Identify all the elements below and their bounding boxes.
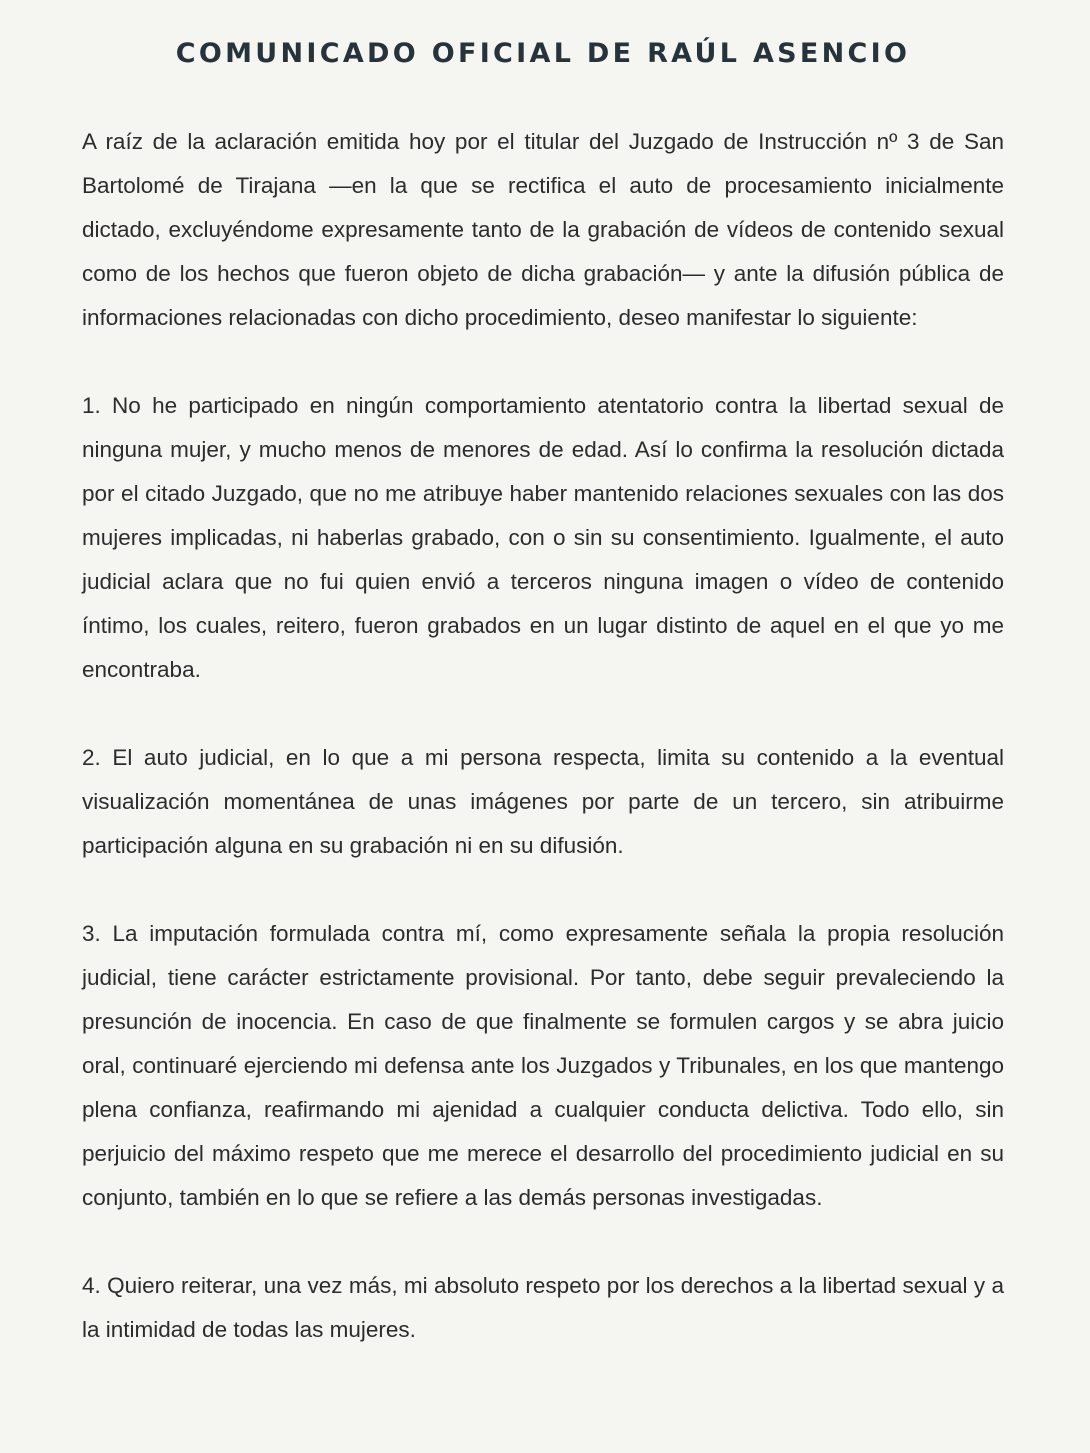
point-2-paragraph: 2. El auto judicial, en lo que a mi persona respecta, limita su contenido a la eventual visualización momentánea de unas imágenes por parte de un tercero, sin atribuirme participación alguna en su grabación ni en su difusión. [82,745,1004,858]
point-4-paragraph: 4. Quiero reiterar, una vez más, mi absoluto respeto por los derechos a la libertad sexual y a la intimidad de todas las mujeres. [82,1273,1004,1342]
point-1-paragraph: 1. No he participado en ningún comportamiento atentatorio contra la libertad sexual de ninguna mujer, y mucho menos de menores de edad. Así lo confirma la resolución dictada por el citado Juzgado, que no me atribuye haber mantenido relaciones sexuales con las dos mujeres implicadas, ni haberlas grabado, con o sin su consentimiento. Igualmente, el auto judicial aclara que no fui quien envió a terceros ninguna imagen o vídeo de contenido íntimo, los cuales, reitero, fueron grabados en un lugar distinto de aquel en el que yo me encontraba. [82,393,1004,682]
point-3-paragraph: 3. La imputación formulada contra mí, como expresamente señala la propia resolución judicial, tiene carácter estrictamente provisional. Por tanto, debe seguir prevaleciendo la presunción de inocencia. En caso de que finalmente se formulen cargos y se abra juicio oral, continuaré ejerciendo mi defensa ante los Juzgados y Tribunales, en los que mantengo plena confianza, reafirmando mi ajenidad a cualquier conducta delictiva. Todo ello, sin perjuicio del máximo respeto que me merece el desarrollo del procedimiento judicial en su conjunto, también en lo que se refiere a las demás personas investigadas. [82,921,1004,1210]
intro-paragraph: A raíz de la aclaración emitida hoy por el titular del Juzgado de Instrucción nº 3 de San Bartolomé de Tirajana —en la que se rectifica el auto de procesamiento inicialmente dictado, excluyéndome expresamente tanto de la grabación de vídeos de contenido sexual como de los hechos que fueron objeto de dicha grabación— y ante la difusión pública de informaciones relacionadas con dicho procedimiento, deseo manifestar lo siguiente: [82,129,1004,330]
document-title: COMUNICADO OFICIAL DE RAÚL ASENCIO [175,38,911,69]
